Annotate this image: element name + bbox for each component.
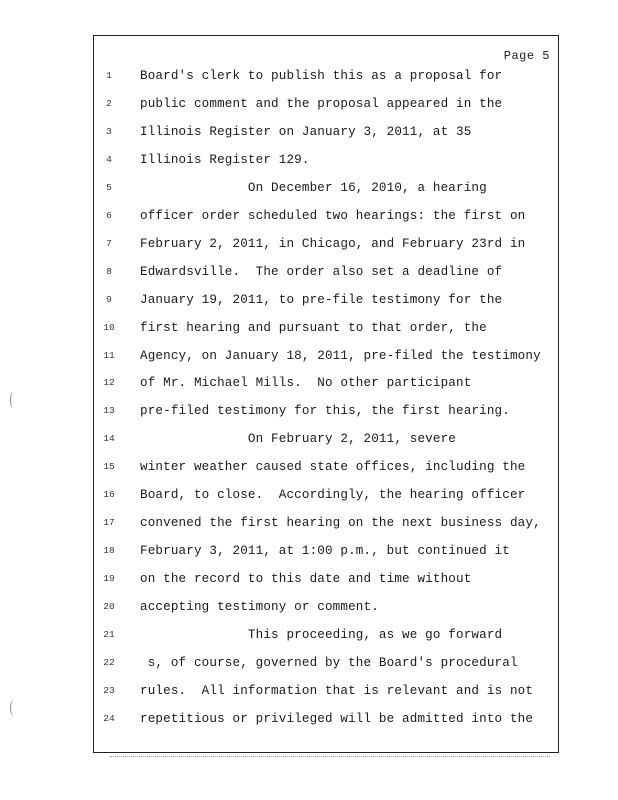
- line-number: 12: [103, 377, 115, 389]
- margin-mark: [10, 392, 17, 408]
- line-number: 18: [103, 545, 115, 557]
- line-text: February 2, 2011, in Chicago, and February 23rd in: [140, 236, 526, 251]
- line-number: 10: [103, 321, 115, 333]
- transcript-line: [94, 625, 560, 645]
- line-number: 11: [103, 349, 115, 361]
- line-text: accepting testimony or comment.: [140, 600, 379, 615]
- line-number: 24: [103, 712, 115, 724]
- transcript-line: [94, 234, 560, 254]
- line-text: Board's clerk to publish this as a proposal for: [140, 69, 503, 83]
- transcript-line: [94, 485, 560, 505]
- transcript-line: [94, 346, 560, 366]
- line-text: Illinois Register 129.: [140, 152, 310, 167]
- line-number: 21: [103, 629, 115, 640]
- line-text: officer order scheduled two hearings: the first on: [140, 208, 526, 223]
- transcript-line: [94, 457, 560, 477]
- line-number: 3: [106, 125, 112, 137]
- line-text: pre-filed testimony for this, the first hearing.: [140, 404, 510, 419]
- line-text: Illinois Register on January 3, 2011, at 35: [140, 124, 472, 139]
- line-text: rules. All information that is relevant and is not: [140, 683, 534, 698]
- transcript-line: [94, 429, 560, 449]
- transcript-line: [94, 653, 560, 673]
- transcript-line: [94, 709, 560, 729]
- line-text: first hearing and pursuant to that order, the: [140, 320, 487, 335]
- transcript-line: [94, 150, 560, 170]
- transcript-line: [94, 262, 560, 282]
- line-text: of Mr. Michael Mills. No other participant: [140, 376, 472, 391]
- line-text: Edwardsville. The order also set a deadline of: [140, 264, 503, 279]
- transcript-line: [94, 66, 560, 86]
- line-number: 7: [106, 237, 112, 249]
- line-text: This proceeding, as we go forward: [140, 628, 503, 642]
- line-text: January 19, 2011, to pre-file testimony for the: [140, 292, 503, 307]
- margin-mark: [10, 700, 17, 716]
- transcript-line: [94, 94, 560, 114]
- line-number: 14: [103, 433, 115, 445]
- line-number: 2: [106, 97, 112, 109]
- line-text: Agency, on January 18, 2011, pre-filed the testimony: [140, 348, 541, 363]
- transcript-line: [94, 541, 560, 561]
- bottom-rule: [110, 756, 550, 757]
- line-text: Board, to close. Accordingly, the hearing officer: [140, 488, 526, 503]
- transcript-line: [94, 513, 560, 533]
- line-number: 6: [106, 209, 112, 221]
- transcript-line: [94, 373, 560, 393]
- line-number: 13: [103, 405, 115, 417]
- line-number: 8: [106, 265, 112, 277]
- transcript-line: [94, 597, 560, 617]
- line-number: 19: [103, 573, 115, 585]
- line-number: 17: [103, 517, 115, 529]
- line-text: on the record to this date and time without: [140, 572, 472, 587]
- transcript-line: [94, 206, 560, 226]
- line-text: February 3, 2011, at 1:00 p.m., but continued it: [140, 544, 510, 559]
- transcript-line: [94, 290, 560, 310]
- line-number: 4: [106, 153, 112, 165]
- line-text: public comment and the proposal appeared in the: [140, 96, 503, 111]
- line-text: s, of course, governed by the Board's procedural: [140, 655, 518, 670]
- line-text: On December 16, 2010, a hearing: [140, 180, 487, 195]
- transcript-line: [94, 178, 560, 198]
- line-text: repetitious or privileged will be admitted into the: [140, 711, 534, 726]
- line-number: 5: [106, 181, 112, 193]
- line-number: 23: [103, 684, 115, 696]
- line-number: 15: [103, 461, 115, 473]
- line-text: On February 2, 2011, severe: [140, 432, 457, 447]
- transcript-line: [94, 569, 560, 589]
- line-number: 9: [106, 293, 112, 305]
- transcript-page: [93, 35, 559, 753]
- line-text: convened the first hearing on the next business day,: [140, 516, 541, 531]
- page-number: Page 5: [503, 49, 550, 63]
- transcript-line: [94, 681, 560, 701]
- line-number: 16: [103, 489, 115, 501]
- transcript-line: [94, 122, 560, 142]
- line-number: 20: [103, 601, 115, 613]
- line-number: 1: [106, 70, 112, 81]
- transcript-line: [94, 318, 560, 338]
- line-number: 22: [103, 656, 115, 668]
- transcript-line: [94, 401, 560, 421]
- line-text: winter weather caused state offices, including the: [140, 460, 526, 475]
